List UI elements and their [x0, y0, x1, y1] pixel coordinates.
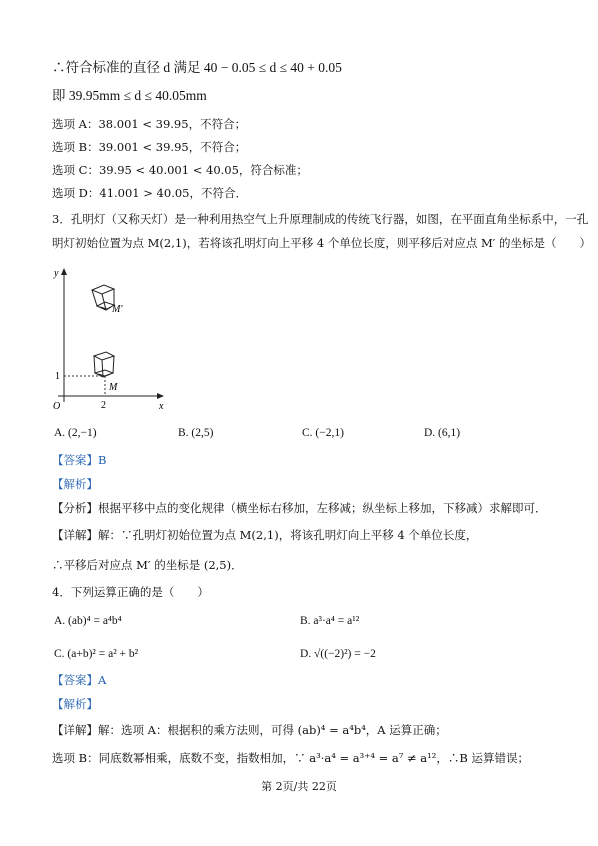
y-tick-1: 1	[55, 371, 60, 382]
point-m-label: M	[109, 382, 118, 393]
q4-option-c: C. (a+b)² = a² + b²	[54, 648, 139, 660]
page-footer: 第 2页/共 22页	[261, 780, 337, 793]
q4-option-b: B. a³·a⁴ = a¹²	[300, 615, 360, 627]
text-line-4: 选项 B：39.001 < 39.95，不符合；	[52, 140, 247, 154]
q4-option-a: A. (ab)⁴ = a⁴b⁴	[54, 615, 122, 627]
text-line-3: 选项 A：38.001 < 39.95，不符合；	[52, 117, 247, 131]
text-line-1: ∴符合标准的直径 d 满足 40 − 0.05 ≤ d ≤ 40 + 0.05	[52, 60, 342, 75]
question-3-line-1: 3．孔明灯（又称天灯）是一种利用热空气上升原理制成的传统飞行器，如图，在平面直角坐标系中，一孔	[52, 212, 589, 226]
coordinate-figure	[48, 266, 168, 414]
q4-answer: 【答案】A	[52, 673, 107, 687]
q4-option-d: D. √((−2)²) = −2	[300, 648, 376, 660]
y-axis-arrow	[61, 268, 67, 275]
x-axis-arrow	[157, 393, 164, 399]
lantern-lower	[94, 352, 114, 377]
q3-jiexi-tag: 【解析】	[52, 477, 98, 491]
q3-analysis: 【分析】根据平移中点的变化规律（横坐标右移加，左移减；纵坐标上移加，下移减）求解即可．	[52, 501, 547, 515]
q3-conclusion: ∴平移后对应点 M′ 的坐标是 (2,5)．	[52, 558, 243, 572]
question-4: 4．下列运算正确的是（ ）	[52, 585, 209, 599]
q3-option-d: D. (6,1)	[424, 427, 461, 439]
x-axis-label: x	[159, 401, 164, 412]
q3-option-c: C. (−2,1)	[302, 427, 344, 439]
q4-detail-2: 选项 B：同底数幂相乘，底数不变，指数相加，∵ a³·a⁴ = a³⁺⁴ = a⁷ ≠ a¹²，∴B 运算错误；	[52, 751, 529, 765]
y-axis-label: y	[54, 268, 59, 279]
x-tick-2: 2	[101, 400, 106, 411]
text-line-5: 选项 C：39.95 < 40.001 < 40.05，符合标准；	[52, 163, 308, 177]
text-line-6: 选项 D：41.001 > 40.05，不符合．	[52, 186, 247, 200]
q3-option-a: A. (2,−1)	[54, 427, 97, 439]
q4-detail-1: 【详解】解：选项 A：根据积的乘方法则，可得 (ab)⁴ = a⁴b⁴，A 运算正确；	[52, 723, 447, 737]
text-line-2: 即 39.95mm ≤ d ≤ 40.05mm	[52, 88, 207, 103]
q3-detail: 【详解】解：∵孔明灯初始位置为点 M(2,1)，将该孔明灯向上平移 4 个单位长度，	[52, 528, 478, 542]
q4-jiexi-tag: 【解析】	[52, 697, 98, 711]
q3-option-b: B. (2,5)	[178, 427, 214, 439]
origin-label: O	[53, 401, 61, 412]
question-3-line-2: 明灯初始位置为点 M(2,1)，若将该孔明灯向上平移 4 个单位长度，则平移后对应点 M′ 的坐标是（ ）	[52, 236, 592, 250]
q3-answer: 【答案】B	[52, 453, 107, 467]
point-m-prime-label: M′	[112, 304, 123, 315]
lantern-upper	[92, 285, 114, 310]
figure-svg	[48, 266, 168, 414]
